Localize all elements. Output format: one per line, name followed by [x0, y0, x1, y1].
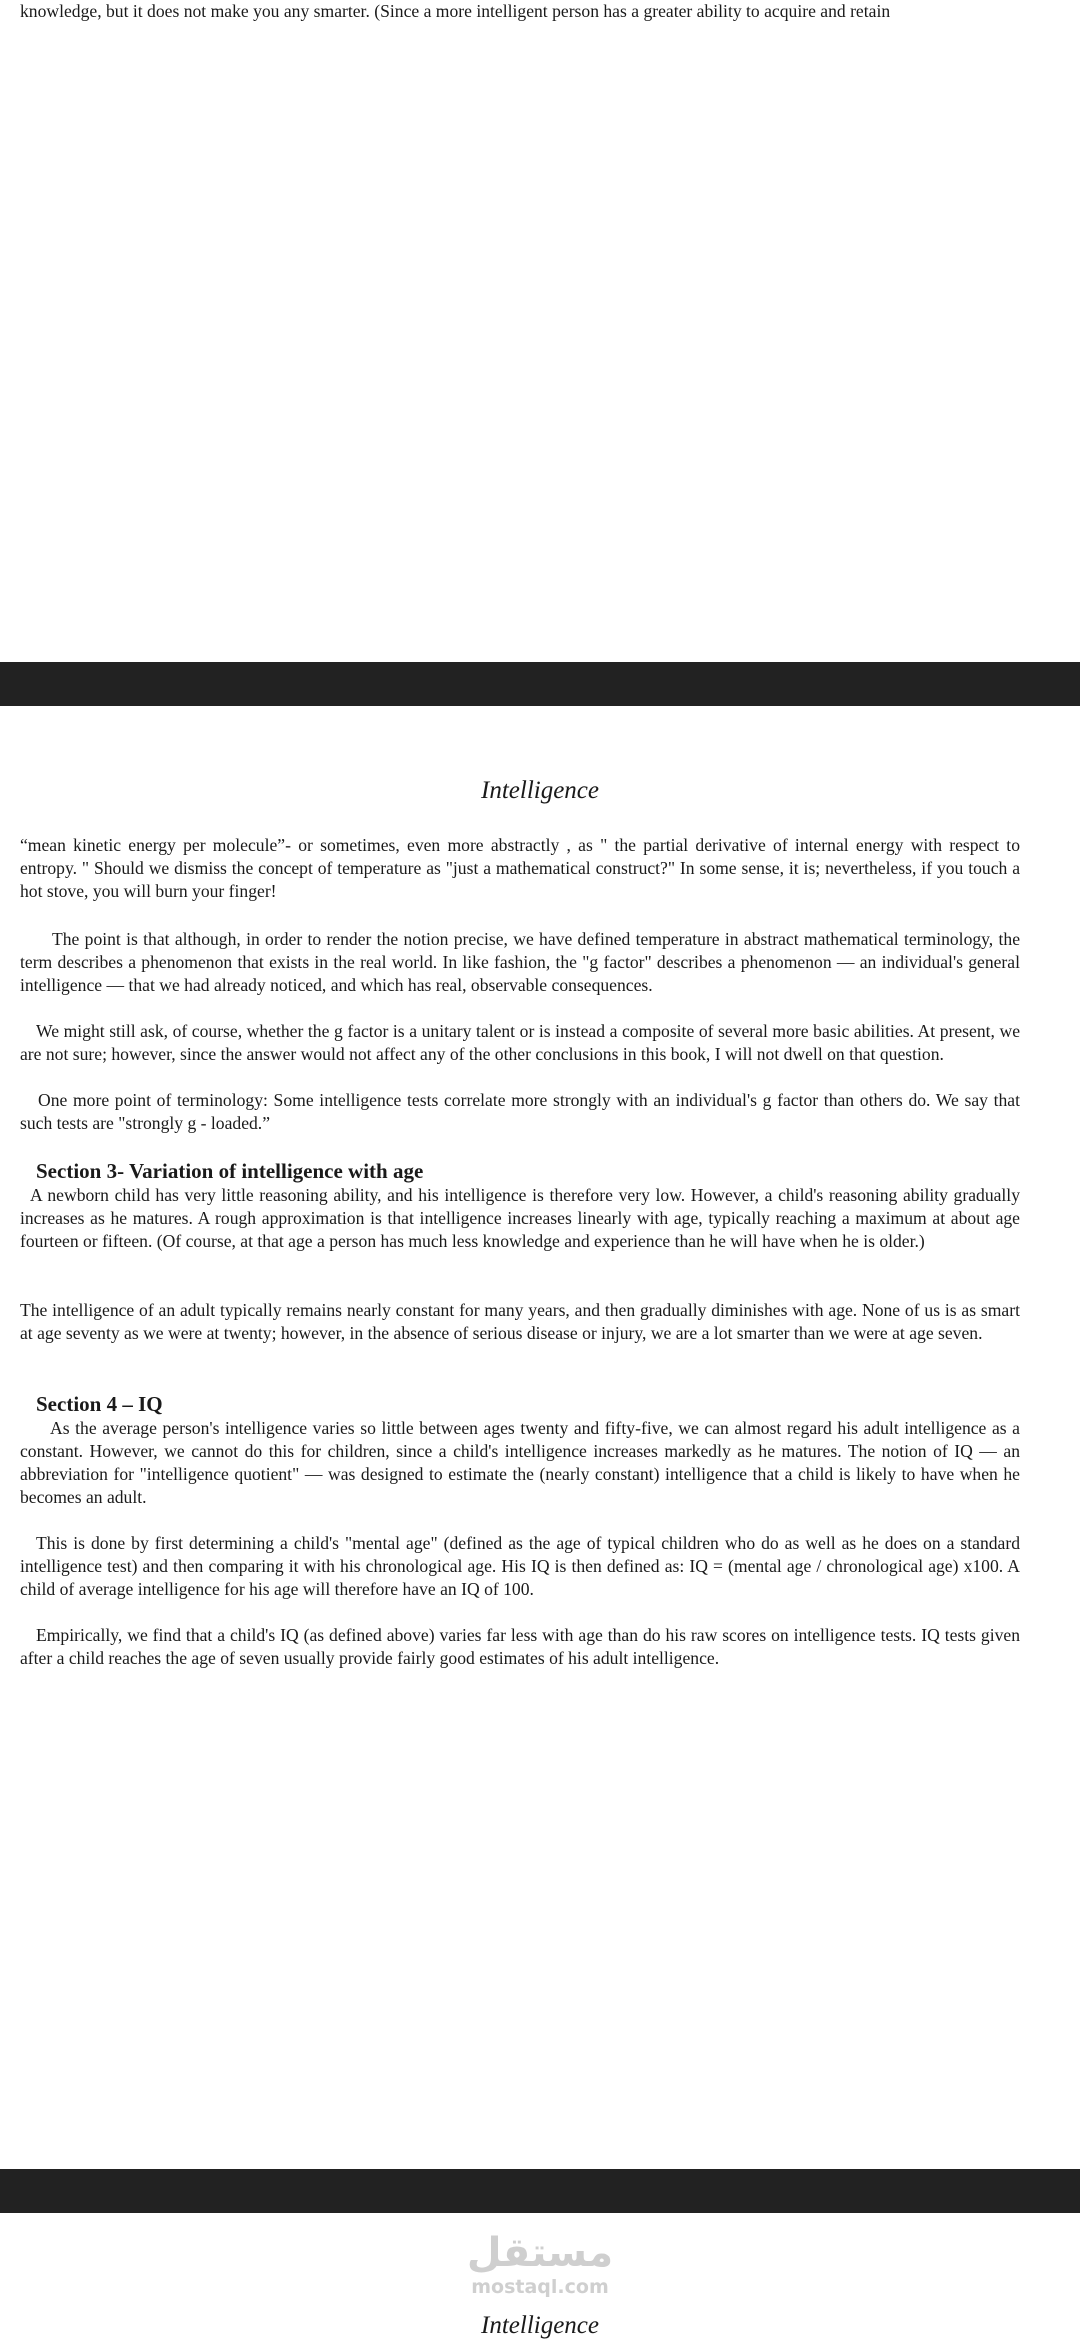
page-header-title: Intelligence — [481, 777, 599, 804]
section-3-heading: Section 3- Variation of intelligence with age — [36, 1159, 424, 1183]
paragraph-terminology: One more point of terminology: Some intelligence tests correlate more strongly with an individual's g factor than others do. We say that such tests are "strongly g - loaded.” — [20, 1090, 1020, 1133]
paragraph-temperature: “mean kinetic energy per molecule”- or sometimes, even more abstractly , as " the partial derivative of internal energy with respect to entropy. " Should we dismiss the concept of temperature as "just a mathematical construct?" In some sense, it is; nevertheless, if you touch a hot stove, you will burn your finger! — [20, 835, 1020, 901]
document-page-2 — [0, 706, 1080, 2169]
section-3-paragraph-newborn: A newborn child has very little reasoning ability, and his intelligence is therefore very low. However, a child's reasoning ability gradually increases as he matures. A rough approximation is that intelligence increases linearly with age, typically reaching a maximum at about age fourteen or fifteen. (Of course, at that age a person has much less knowledge and experience than he will have when he is older.) — [20, 1185, 1020, 1251]
page1-top-line: knowledge, but it does not make you any smarter. (Since a more intelligent person has a greater ability to acquire and retain — [20, 1, 891, 21]
paragraph-g-factor: The point is that although, in order to render the notion precise, we have defined temperature in abstract mathematical terminology, the term describes a phenomenon that exists in the real world. In like fashion, the "g factor" describes a phenomenon — an individual's general intelligence — that we had already noticed, and which has real, observable consequences. — [20, 929, 1020, 995]
section-4-paragraph-average: As the average person's intelligence varies so little between ages twenty and fifty-five, we can almost regard his adult intelligence as a constant. However, we cannot do this for children, since a child's intelligence increases markedly as he matures. The notion of IQ — an abbreviation for "intelligence quotient" — was designed to estimate the (nearly constant) intelligence that a child is likely to have when he becomes an adult. — [20, 1418, 1020, 1507]
watermark-arabic-text: مستقل — [466, 2230, 614, 2276]
document-page-1 — [0, 0, 1080, 662]
watermark-latin-text: mostaql.com — [471, 2276, 609, 2298]
paragraph-unitary-talent: We might still ask, of course, whether the g factor is a unitary talent or is instead a composite of several more basic abilities. At present, we are not sure; however, since the answer would not affect any of the other conclusions in this book, I will not dwell on that question. — [20, 1021, 1020, 1064]
mostaql-watermark — [0, 2230, 1080, 2298]
section-4-paragraph-empirically: Empirically, we find that a child's IQ (as defined above) varies far less with age than do his raw scores on intelligence tests. IQ tests given after a child reaches the age of seven usually provide fairly good estimates of his adult intelligence. — [20, 1625, 1020, 1668]
page-header-title: Intelligence — [481, 2312, 599, 2339]
section-3-paragraph-adult: The intelligence of an adult typically remains nearly constant for many years, and then gradually diminishes with age. None of us is as smart at age seventy as we were at twenty; however, in the absence of serious disease or injury, we are a lot smarter than we were at age seven. — [20, 1300, 1020, 1343]
section-4-heading: Section 4 – IQ — [36, 1392, 163, 1416]
page-divider — [0, 662, 1080, 706]
section-4-paragraph-mental-age: This is done by first determining a child's "mental age" (defined as the age of typical children who do as well as he does on a standard intelligence test) and then comparing it with his chronological age. His IQ is then defined as: IQ = (mental age / chronological age) x100. A child of average intelligence for his age will therefore have an IQ of 100. — [20, 1533, 1020, 1599]
page-divider — [0, 2169, 1080, 2213]
